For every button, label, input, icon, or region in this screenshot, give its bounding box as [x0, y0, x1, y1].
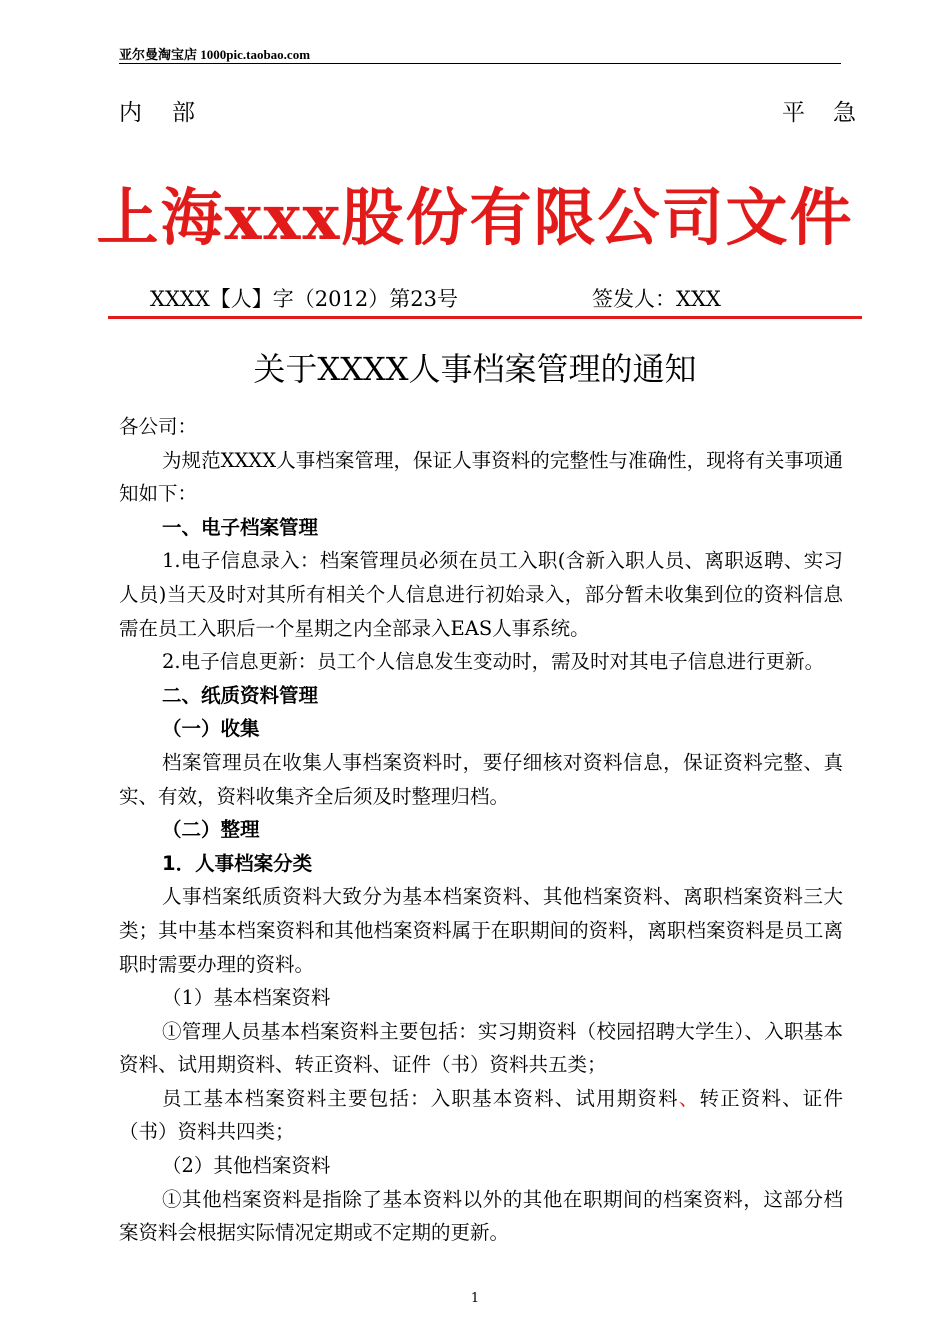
page-number: 1 — [470, 1291, 480, 1306]
paragraph-classification: 人事档案纸质资料大致分为基本档案资料、其他档案资料、离职档案资料三大类；其中基本档案资料和其他档案资料属于在职期间的资料，离职档案资料是员工离职时需要办理的资料。 — [119, 885, 843, 976]
paragraph-basic-staff — [119, 1082, 843, 1149]
document-number: XXXX【人】字（2012）第23号 — [150, 287, 458, 311]
notice-body — [119, 410, 843, 1250]
document-title: 上海xxx股份有限公司文件 — [96, 181, 854, 254]
subheading-organize: （二）整理 — [162, 818, 260, 842]
heading-other-records: （2）其他档案资料 — [162, 1154, 331, 1178]
paragraph-info-entry: 1.电子信息录入：档案管理员必须在员工入职(含新入职人员、离职返聘、实习人员)当天及时对其所有相关个人信息进行初始录入，部分暂未收集到位的资料信息需在员工入职后一个星期之内全部录入EAS人事系统。 — [119, 549, 843, 640]
classification-urgency: 平急 — [782, 100, 884, 126]
basic-staff-text-1: 员工基本档案资料主要包括：入职基本资料、试用期资料 — [162, 1086, 679, 1110]
signer — [592, 283, 721, 313]
notice-title: 关于XXXX人事档案管理的通知 — [253, 350, 697, 388]
subheading-collection: （一）收集 — [162, 717, 260, 741]
classification-internal: 内部 — [119, 100, 225, 126]
section-heading-paper: 二、纸质资料管理 — [162, 683, 319, 707]
intro-paragraph: 为规范XXXX人事档案管理，保证人事资料的完整性与准确性，现将有关事项通知如下： — [119, 448, 843, 506]
paragraph-basic-management: ①管理人员基本档案资料主要包括：实习期资料（校园招聘大学生）、入职基本资料、试用期资料、转正资料、证件（书）资料共五类； — [119, 1019, 843, 1077]
basic-staff-text-2: 转正资料、证件（书）资料共四类； — [119, 1086, 843, 1144]
subheading-classification: 1．人事档案分类 — [162, 851, 313, 875]
salutation: 各公司： — [119, 415, 198, 438]
header-rule — [119, 63, 841, 64]
section-heading-electronic: 一、电子档案管理 — [162, 515, 319, 539]
paragraph-info-update: 2.电子信息更新：员工个人信息发生变动时，需及时对其电子信息进行更新。 — [162, 650, 825, 674]
heading-basic-records: （1）基本档案资料 — [162, 986, 331, 1010]
signer-label: 签发人： — [592, 287, 676, 311]
signer-name: XXX — [676, 287, 721, 311]
basic-staff-red-mark: 、 — [678, 1086, 700, 1110]
paragraph-collection: 档案管理员在收集人事档案资料时，要仔细核对资料信息，保证资料完整、真实、有效，资料收集齐全后须及时整理归档。 — [119, 750, 843, 808]
paragraph-other-records: ①其他档案资料是指除了基本资料以外的其他在职期间的档案资料，这部分档案资料会根据实际情况定期或不定期的更新。 — [119, 1187, 843, 1245]
header-shop-link: 亚尔曼淘宝店 1000pic.taobao.com — [119, 47, 311, 62]
red-divider — [108, 316, 862, 319]
